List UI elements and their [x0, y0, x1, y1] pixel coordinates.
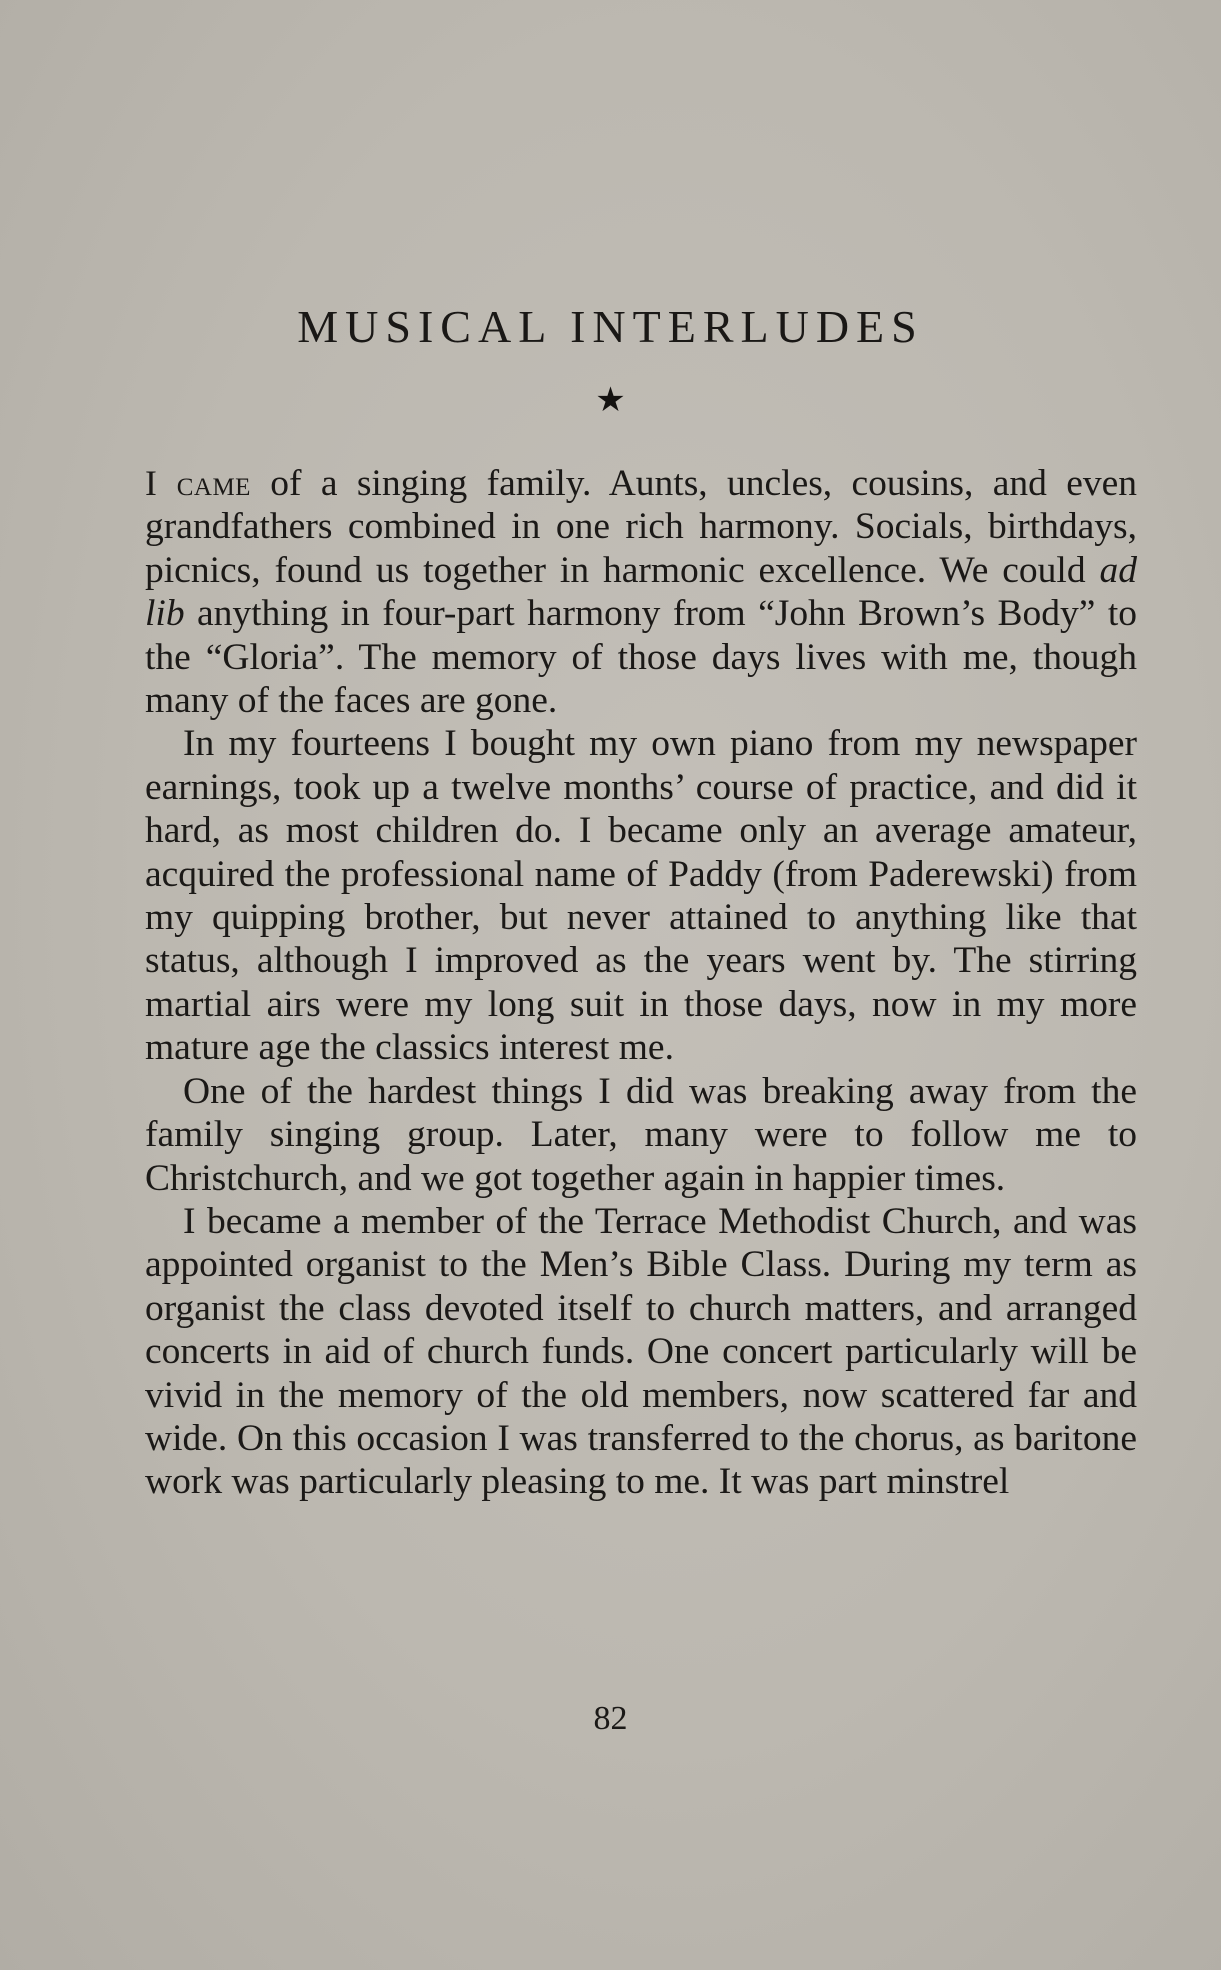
paragraph-3: One of the hardest things I did was breaking away from the family singing group. Later, many were to follow me to Christchurch, and we got together again in happier times.: [145, 1070, 1137, 1199]
page-number: 82: [593, 1700, 628, 1737]
paragraph-4: I became a member of the Terrace Methodist Church, and was appointed organist to the Men’s Bible Class. During my term as organist the class devoted itself to church matters, and arranged concerts in aid of church funds. One concert particularly will be vivid in the memory of the old members, now scattered far and wide. On this occasion I was transferred to the chorus, as baritone work was particularly pleasing to me. It was part minstrel: [145, 1200, 1137, 1503]
opening-words: I came: [145, 463, 251, 503]
body-text: [145, 462, 1137, 1504]
star-ornament-icon: ★: [595, 380, 626, 420]
paragraph-2: In my fourteens I bought my own piano from my newspaper earnings, took up a twelve months’ course of practice, and did it hard, as most children do. I became only an average amateur, acquired the professional name of Paddy (from Paderewski) from my quipping brother, but never attained to anything like that status, although I improved as the years went by. The stirring martial airs were my long suit in those days, now in my more mature age the classics interest me.: [145, 723, 1137, 1069]
paragraph-1-tail: anything in four-part harmony from “John Brown’s Body” to the “Gloria”. The memory of those days lives with me, though many of the faces are gone.: [145, 593, 1137, 722]
paragraph-1: [145, 462, 1137, 722]
chapter-title: MUSICAL INTERLUDES: [297, 301, 924, 352]
italic-phrase: ad lib: [145, 549, 1137, 635]
paragraph-1-text: of a singing family. Aunts, uncles, cousins, and even grandfathers combined in one rich harmony. Socials, birthdays, picnics, found us together in harmonic excellence. We could: [145, 463, 1137, 591]
